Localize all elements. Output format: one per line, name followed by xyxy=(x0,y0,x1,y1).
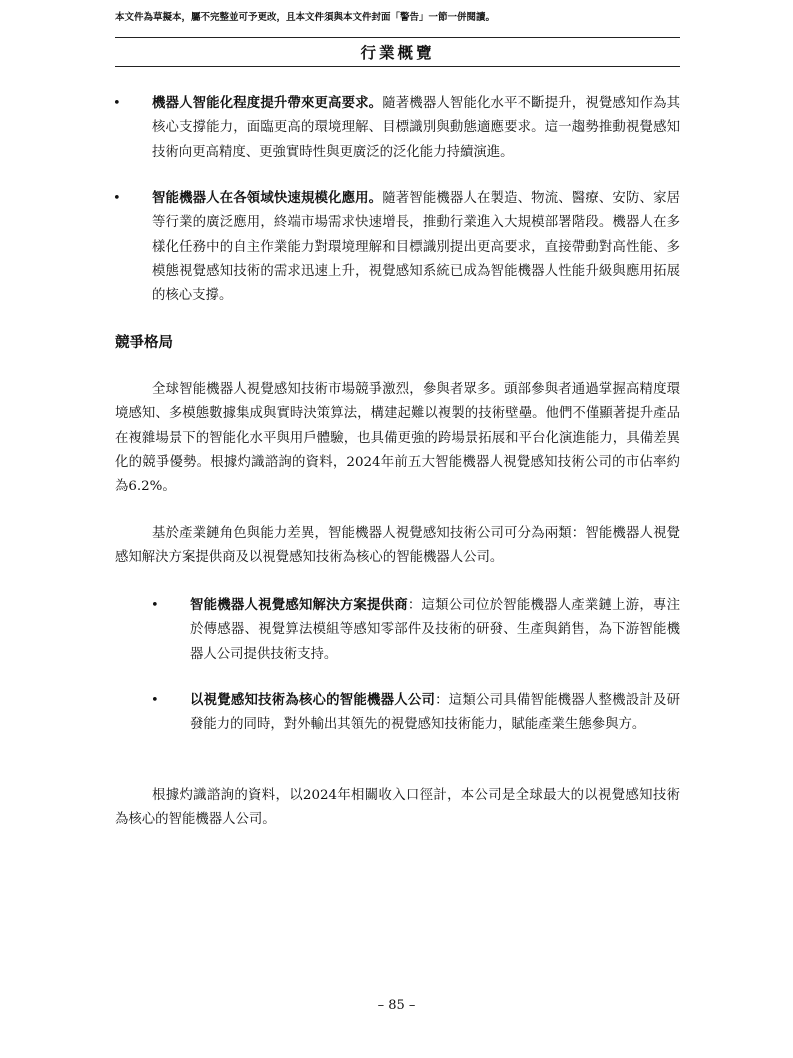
body-paragraph: 全球智能機器人視覺感知技術市場競爭激烈，參與者眾多。頭部參與者通過掌握高精度環境感知、多模態數據集成與實時決策算法，構建起難以複製的技術壁壘。他們不僅顯著提升產品在複雜場景下的智能化水平與用戶體驗，也具備更強的跨場景拓展和平台化演進能力，具備差異化的競爭優勢。根據灼識諮詢的資料，2024年前五大智能機器人視覺感知技術公司的市佔率約為6.2%。 xyxy=(115,382,680,495)
bullet-lead: 智能機器人在各領域快速規模化應用。 xyxy=(152,191,383,206)
bullet-paragraph xyxy=(152,187,680,308)
bullet-text: ：這類公司位於智能機器人產業鏈上游，專注於傳感器、視覺算法模組等感知零部件及技術的研發、生產與銷售，為下游智能機器人公司提供技術支持。 xyxy=(190,598,681,662)
body-paragraph: 基於產業鏈角色與能力差異，智能機器人視覺感知技術公司可分為兩類：智能機器人視覺感知解決方案提供商及以視覺感知技術為核心的智能機器人公司。 xyxy=(115,526,680,566)
bullet-text: 隨著智能機器人在製造、物流、醫療、安防、家居等行業的廣泛應用，終端市場需求快速增長，推動行業進入大規模部署階段。機器人在多樣化任務中的自主作業能力對環境理解和目標識別提出更高要求，直接帶動對高性能、多模態視覺感知技術的需求迅速上升，視覺感知系統已成為智能機器人性能升級與應用拓展的核心支撐。 xyxy=(152,191,680,304)
draft-disclaimer: 本文件為草擬本，屬不完整並可予更改，且本文件須與本文件封面「警告」一節一併閱讀。 xyxy=(115,12,496,23)
page-title: 行業概覽 xyxy=(360,44,435,62)
bullet-lead: 智能機器人視覺感知解決方案提供商 xyxy=(190,598,408,613)
bullet-paragraph xyxy=(190,594,680,667)
bullet-marker: • xyxy=(151,693,159,708)
bullet-paragraph xyxy=(190,689,680,738)
bullet-text: ：這類公司具備智能機器人整機設計及研發能力的同時，對外輸出其領先的視覺感知技術能力，賦能產業生態參與方。 xyxy=(190,693,681,733)
bullet-marker: • xyxy=(113,191,121,206)
bullet-marker: • xyxy=(113,96,121,111)
bullet-lead: 以視覺感知技術為核心的智能機器人公司 xyxy=(190,693,436,708)
page-number: – 85 – xyxy=(377,998,416,1013)
header-rule-bottom xyxy=(115,66,680,67)
body-paragraph: 根據灼識諮詢的資料，以2024年相關收入口徑計，本公司是全球最大的以視覺感知技術為核心的智能機器人公司。 xyxy=(115,788,680,828)
bullet-lead: 機器人智能化程度提升帶來更高要求。 xyxy=(152,96,383,111)
header-rule-top xyxy=(115,37,680,38)
bullet-marker: • xyxy=(151,598,159,613)
bullet-text: 隨著機器人智能化水平不斷提升，視覺感知作為其核心支撐能力，面臨更高的環境理解、目標識別與動態適應要求。這一趨勢推動視覺感知技術向更高精度、更強實時性與更廣泛的泛化能力持續演進。 xyxy=(152,96,680,160)
bullet-paragraph xyxy=(152,92,680,165)
section-heading: 競爭格局 xyxy=(115,335,173,351)
